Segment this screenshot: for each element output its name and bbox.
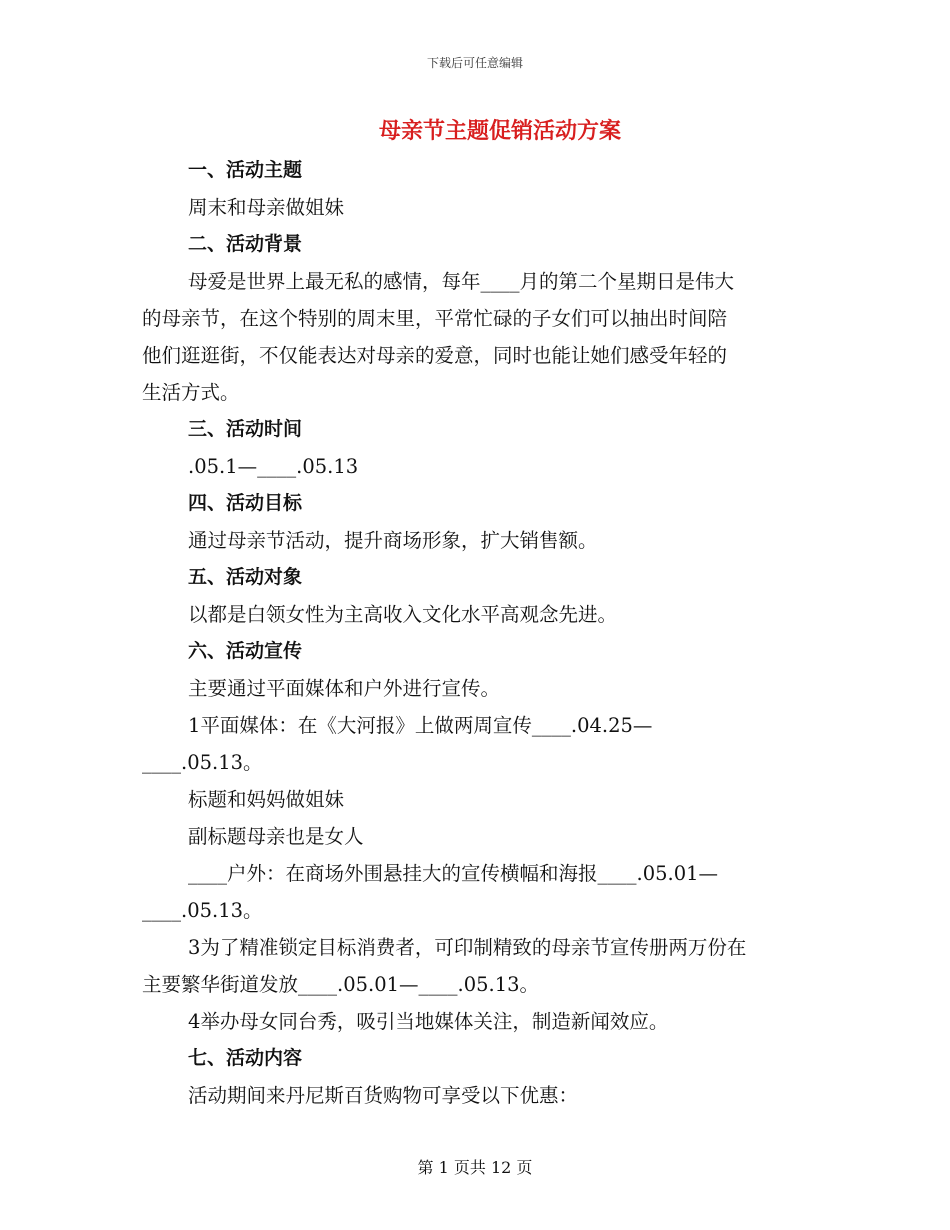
paragraph-line: 3为了精准锁定目标消费者，可印制精致的母亲节宣传册两万份在 <box>188 936 747 959</box>
header-note: 下载后可任意编辑 <box>426 56 523 70</box>
paragraph-line: 通过母亲节活动，提升商场形象，扩大销售额。 <box>188 529 598 552</box>
document-body <box>142 152 814 1114</box>
paragraph-line: ____户外：在商场外围悬挂大的宣传横幅和海报____.05.01— <box>188 862 719 885</box>
page-number: 第 1 页共 12 页 <box>417 1158 533 1177</box>
paragraph-line: 1平面媒体：在《大河报》上做两周宣传____.04.25— <box>188 714 653 737</box>
section-heading: 五、活动对象 <box>188 566 303 588</box>
section-heading: 六、活动宣传 <box>188 640 303 662</box>
paragraph-line: .05.1—____.05.13 <box>188 455 359 478</box>
paragraph-line: 母爱是世界上最无私的感情，每年____月的第二个星期日是伟大 <box>188 270 735 293</box>
paragraph-line: ____.05.13。 <box>142 899 263 922</box>
section-heading: 七、活动内容 <box>188 1047 303 1069</box>
paragraph-line: 周末和母亲做姐妹 <box>188 196 345 219</box>
paragraph-line: 4举办母女同台秀，吸引当地媒体关注，制造新闻效应。 <box>188 1010 669 1033</box>
section-heading: 四、活动目标 <box>188 492 303 514</box>
paragraph-line: 生活方式。 <box>142 381 240 404</box>
paragraph-line: 他们逛逛街，不仅能表达对母亲的爱意，同时也能让她们感受年轻的 <box>142 344 728 367</box>
paragraph-line: 主要繁华街道发放____.05.01—____.05.13。 <box>142 973 540 996</box>
paragraph-line: 副标题母亲也是女人 <box>188 825 364 848</box>
paragraph-line: 标题和妈妈做姐妹 <box>188 788 345 811</box>
paragraph-line: 以都是白领女性为主高收入文化水平高观念先进。 <box>188 603 618 626</box>
section-heading: 三、活动时间 <box>188 418 303 440</box>
paragraph-line: 主要通过平面媒体和户外进行宣传。 <box>188 677 501 700</box>
paragraph-line: ____.05.13。 <box>142 751 263 774</box>
paragraph-line: 的母亲节，在这个特别的周末里，平常忙碌的子女们可以抽出时间陪 <box>142 307 728 330</box>
paragraph-line: 活动期间来丹尼斯百货购物可享受以下优惠： <box>188 1084 579 1107</box>
document-title: 母亲节主题促销活动方案 <box>378 119 621 144</box>
section-heading: 一、活动主题 <box>188 159 303 181</box>
section-heading: 二、活动背景 <box>188 233 303 255</box>
